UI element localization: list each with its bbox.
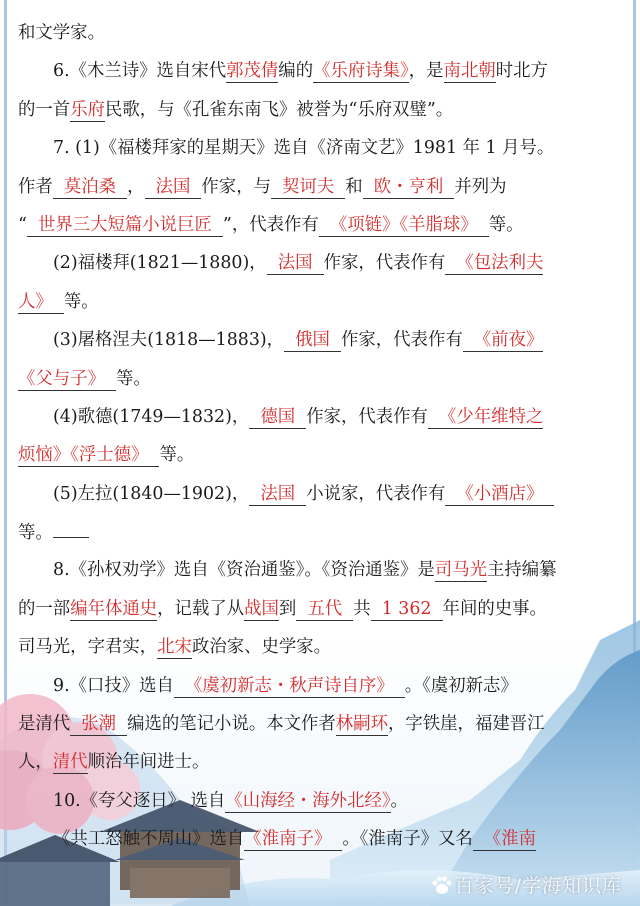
text-line xyxy=(18,206,624,244)
document-body xyxy=(18,14,624,859)
text-line xyxy=(18,129,624,167)
answer-text: 法国 xyxy=(266,253,324,274)
text-line xyxy=(18,667,624,705)
answer-text: 契诃夫 xyxy=(270,176,346,197)
body-text: 《共工怒触不周山》选自 xyxy=(53,829,245,850)
answer-text: 《父与子》 xyxy=(18,368,117,389)
text-line xyxy=(18,551,624,589)
text-line xyxy=(18,513,624,551)
answer-text: 《包法利夫 xyxy=(445,253,544,274)
answer-text: 《小酒店》 xyxy=(445,483,555,504)
text-line xyxy=(18,244,624,282)
answer-text: 编年体通史 xyxy=(70,598,158,619)
body-text: 等。 xyxy=(63,291,99,312)
answer-text: 烦恼》《浮士德》 xyxy=(18,445,160,466)
text-line xyxy=(18,705,624,743)
body-text: 人， xyxy=(18,752,53,773)
watermark xyxy=(431,871,622,898)
body-text: 和 xyxy=(345,176,363,197)
answer-text: 世界三大短篇小说巨匠 xyxy=(26,214,223,235)
body-text: 和文学家。 xyxy=(18,23,105,43)
text-line xyxy=(18,52,624,90)
body-text: 共 xyxy=(353,598,371,619)
answer-text: 五代 xyxy=(296,598,354,619)
text-line xyxy=(18,436,624,474)
body-text: 是清代 xyxy=(18,714,71,735)
body-text: 作者 xyxy=(18,176,53,197)
body-text: 并列为 xyxy=(454,176,507,197)
body-text: 等。 xyxy=(116,368,151,389)
body-text: 8.《孙权劝学》选自《资治通鉴》。《资治通鉴》是 xyxy=(53,560,435,581)
body-text: 。《虞初新志》 xyxy=(404,675,518,696)
answer-text: 《项链》《羊脂球》 xyxy=(318,214,489,235)
body-text: 等。 xyxy=(159,445,195,466)
body-text: 。 xyxy=(390,790,408,811)
text-line xyxy=(18,782,624,820)
text-line xyxy=(18,283,624,321)
body-text: 小说家，代表作有 xyxy=(306,483,446,504)
body-text: 作家，代表作有 xyxy=(306,406,428,427)
body-text: 作家，与 xyxy=(201,176,271,197)
body-text: 9.《口技》选自 xyxy=(53,675,174,696)
body-text: ，记载了从 xyxy=(157,598,245,619)
answer-text: 1 362 xyxy=(370,598,443,619)
body-text: 作家，代表作有 xyxy=(323,253,446,274)
text-line xyxy=(18,360,624,398)
answer-text: 林嗣环 xyxy=(335,714,388,735)
text-line xyxy=(18,398,624,436)
body-text: ”，代表作有 xyxy=(222,214,319,235)
answer-text: 郭茂倩 xyxy=(226,61,279,82)
answer-text: 张潮 xyxy=(70,714,128,735)
paw-icon xyxy=(431,875,453,895)
body-text: (3)屠格涅夫(1818—1883)， xyxy=(53,330,285,351)
body-text: 司马光，字君实， xyxy=(18,637,158,658)
text-line xyxy=(18,168,624,206)
watermark-text: 百家号/学海知识库 xyxy=(454,875,622,897)
body-text: 。《淮南子》又名 xyxy=(342,829,473,850)
body-text: 政治家、史学家。 xyxy=(191,637,332,658)
answer-text: 司马光 xyxy=(434,560,487,581)
answer-text: 清代 xyxy=(52,752,88,773)
body-text: 6.《木兰诗》选自宋代 xyxy=(53,61,227,82)
body-text: 10.《夸父逐日》 选自 xyxy=(53,790,226,811)
answer-text: 战国 xyxy=(244,598,279,619)
body-text: 顺治年间进士。 xyxy=(87,752,210,773)
text-line xyxy=(18,820,624,858)
answer-text: 人》 xyxy=(18,291,64,312)
body-text: 等。 xyxy=(18,523,53,544)
answer-text: 南北朝 xyxy=(443,61,496,82)
answer-text: 乐府 xyxy=(70,99,105,120)
answer-text: 《前夜》 xyxy=(462,330,544,351)
body-text: (2)福楼拜(1821—1880)， xyxy=(53,253,267,274)
answer-text: 《淮南 xyxy=(472,829,536,850)
answer-text: 《少年维特之 xyxy=(427,406,544,427)
text-line xyxy=(18,91,624,129)
answer-text: 《山海经・海外北经》 xyxy=(225,790,391,811)
body-text: 编的 xyxy=(278,61,314,82)
body-text: ，字铁崖，福建晋江 xyxy=(387,714,545,735)
body-text: ，是 xyxy=(408,61,444,82)
text-line xyxy=(18,628,624,666)
text-line xyxy=(18,743,624,781)
answer-text: 法国 xyxy=(249,483,307,504)
body-text: 等。 xyxy=(488,214,524,235)
answer-text: 俄国 xyxy=(284,330,341,351)
body-text: 的一首 xyxy=(18,99,71,120)
text-line xyxy=(18,475,624,513)
body-text: 7. (1)《福楼拜家的星期天》选自《济南文艺》1981 年 1 月号。 xyxy=(53,138,555,159)
answer-text: 北宋 xyxy=(157,637,192,658)
text-line xyxy=(18,590,624,628)
body-text: 民歌，与《孔雀东南飞》被誉为“乐府双璧”。 xyxy=(104,99,454,120)
body-text: 时北方 xyxy=(495,61,548,82)
body-text: ， xyxy=(127,176,145,197)
body-text: 编选的笔记小说。本文作者 xyxy=(127,714,336,735)
body-text: 主持编纂 xyxy=(486,560,557,581)
answer-text: 莫泊桑 xyxy=(52,176,128,197)
answer-text: 《乐府诗集》 xyxy=(313,61,409,82)
body-text: 作家，代表作有 xyxy=(340,330,463,351)
answer-blank xyxy=(53,513,89,538)
answer-text: 《虞初新志・秋声诗自序》 xyxy=(173,675,405,696)
answer-text: 欧・亨利 xyxy=(362,176,455,197)
body-text: (5)左拉(1840—1902)， xyxy=(53,483,250,504)
answer-text: 德国 xyxy=(249,406,307,427)
body-text: “ xyxy=(18,214,27,235)
body-text: 的一部 xyxy=(18,598,71,619)
body-text: 到 xyxy=(278,598,297,619)
body-text: (4)歌德(1749—1832)， xyxy=(53,406,250,427)
body-text: 年间的史事。 xyxy=(442,598,547,619)
answer-text: 《淮南子》 xyxy=(244,829,343,850)
text-line xyxy=(18,321,624,359)
answer-text: 法国 xyxy=(144,176,202,197)
text-line xyxy=(18,14,624,52)
